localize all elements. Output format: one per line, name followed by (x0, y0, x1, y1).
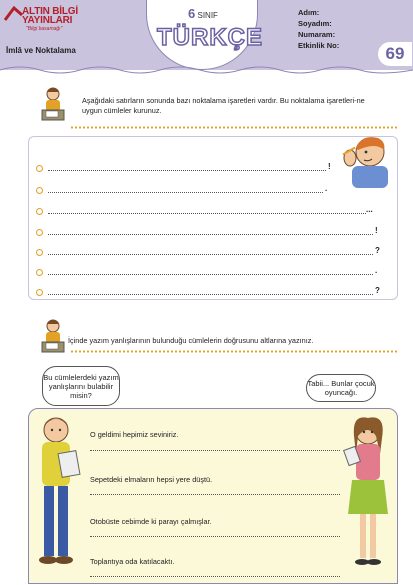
exercise-sentence: Sepetdeki elmaların hepsi yere düştü. (90, 475, 213, 484)
exercise-sentence: Otobüste cebimde ki parayı çalmışlar. (90, 517, 212, 526)
page-header (0, 0, 413, 70)
grade-label (147, 6, 259, 21)
field-name[interactable]: Adım: (298, 8, 320, 17)
header-wave-divider (0, 62, 413, 76)
speech-bubble-left (42, 366, 120, 406)
answer-row[interactable] (36, 268, 381, 278)
answer-row[interactable] (36, 164, 381, 174)
topic-title: İmlâ ve Noktalama (6, 46, 76, 55)
writing-line[interactable] (48, 213, 366, 214)
boy-with-newspaper-icon (30, 412, 84, 582)
section2-instruction: İçinde yazım yanlışlarının bulunduğu cümlelerin doğrusunu altlarına yazınız. (68, 336, 314, 345)
publisher-name-line2: YAYINLARI (22, 15, 73, 26)
dotted-divider (70, 126, 398, 129)
page-number: 69 (378, 42, 412, 66)
publisher-tagline: "Bilgi basamağı" (26, 26, 63, 32)
exercise-sentence: Toplantıya oda katılacaktı. (90, 557, 175, 566)
course-title: TÜRKÇE (157, 24, 263, 51)
publisher-name-line1: ALTIN BİLGİ (22, 6, 78, 17)
bullet-icon (36, 187, 43, 194)
correction-line[interactable] (90, 450, 340, 451)
answer-row[interactable] (36, 248, 381, 258)
field-number[interactable]: Numaram: (298, 30, 336, 39)
student-info-fields (298, 7, 339, 51)
end-mark: . (325, 184, 328, 193)
answer-row[interactable] (36, 228, 381, 238)
grade-number: 6 (188, 6, 196, 21)
answer-row[interactable] (36, 288, 381, 298)
writing-line[interactable] (48, 234, 373, 235)
bullet-icon (36, 269, 43, 276)
bullet-icon (36, 208, 43, 215)
girl-with-paper-icon (342, 414, 396, 584)
end-mark: ? (375, 246, 380, 255)
end-mark: ... (366, 205, 373, 214)
end-mark: ? (375, 286, 380, 295)
reading-student-icon (34, 86, 72, 126)
writing-line[interactable] (48, 254, 373, 255)
answer-row[interactable] (36, 207, 381, 217)
writing-line[interactable] (48, 192, 323, 193)
reading-student-icon (34, 318, 72, 358)
end-mark: . (375, 266, 378, 275)
writing-line[interactable] (48, 170, 326, 171)
speech-bubble-right (306, 374, 376, 402)
dotted-divider (70, 350, 398, 353)
correction-line[interactable] (90, 576, 340, 577)
publisher-logo (4, 4, 84, 34)
bullet-icon (36, 165, 43, 172)
correction-line[interactable] (90, 494, 340, 495)
grade-suffix: SINIF (197, 11, 218, 20)
field-surname[interactable]: Soyadım: (298, 19, 332, 28)
writing-line[interactable] (48, 294, 373, 295)
end-mark: ! (328, 162, 331, 171)
bullet-icon (36, 249, 43, 256)
course-badge (146, 0, 263, 70)
field-activity-no[interactable]: Etkinlik No: (298, 41, 340, 50)
exercise-sentence: O geldimi hepimiz seviniriz. (90, 430, 179, 439)
speech-bubble-right-text: Tabii... Bunlar çocuk oyuncağı. (307, 379, 375, 397)
section1-instruction: Aşağıdaki satırların sonunda bazı noktalama işaretleri vardır. Bu noktalama işaretleri-ne uygun cümleler kurunuz. (82, 96, 365, 115)
end-mark: ! (375, 226, 378, 235)
bullet-icon (36, 289, 43, 296)
bullet-icon (36, 229, 43, 236)
correction-line[interactable] (90, 536, 340, 537)
answer-row[interactable] (36, 186, 381, 196)
writing-line[interactable] (48, 274, 373, 275)
speech-bubble-left-text: Bu cümlelerdeki yazım yanlışlarını bulabilir misin? (43, 372, 119, 400)
